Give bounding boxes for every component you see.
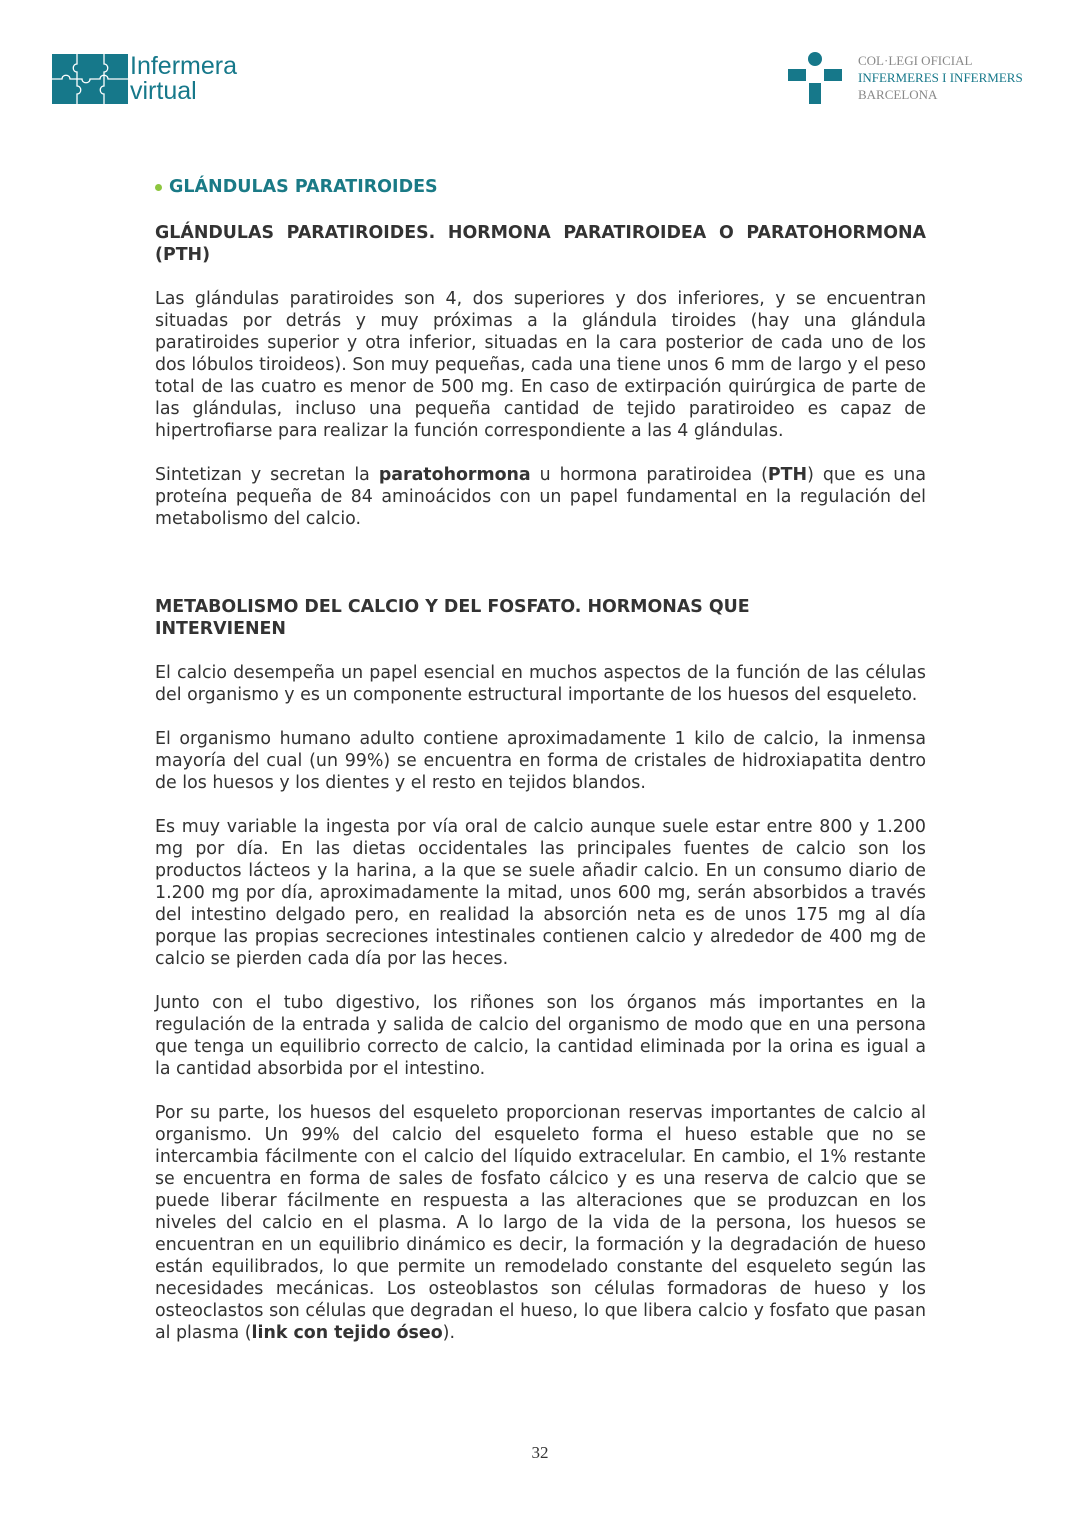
- logo-line-2: virtual: [130, 77, 197, 105]
- col-legi-logo: [788, 52, 1023, 104]
- document-body: [155, 176, 926, 1366]
- paragraph: Sintetizan y secretan la paratohormona u hormona paratiroidea (PTH) que es una proteína pequeña de 84 aminoácidos con un papel fundamental en la regulación del metabolismo del calcio.: [155, 465, 926, 529]
- paragraph: Junto con el tubo digestivo, los riñones son los órganos más importantes en la regulación de la entrada y salida de calcio del organismo de modo que en una persona que tenga un equilibrio correcto de calcio, la cantidad eliminada por la orina es igual a la cantidad absorbida por el intestino.: [155, 993, 926, 1079]
- paragraph: Por su parte, los huesos del esqueleto proporcionan reservas importantes de calcio al organismo. Un 99% del calcio del esqueleto forma el hueso estable que no se intercambia fácilmente con el calcio del líquido extracelular. En cambio, el 1% restante se encuentra en forma de sales de fosfato cálcico y es una reserva de calcio que se puede liberar fácilmente en respuesta a las alteraciones que se produzcan en los niveles del calcio en el plasma. A lo largo de la vida de la persona, los huesos se encuentran en un equilibrio dinámico es decir, la formación y la degradación de hueso están equilibrados, lo que permite un remodelado constante del esqueleto según las necesidades mecánicas. Los osteoblastos son células formadoras de hueso y los osteoclastos son células que degradan el hueso, lo que libera calcio y fosfato que pasan al plasma (link con tejido óseo).: [155, 1103, 926, 1343]
- page-number: 32: [531, 1443, 549, 1462]
- puzzle-icon: [52, 54, 128, 104]
- cross-icon: [788, 52, 844, 104]
- logo-line-2: INFERMERES I INFERMERS: [858, 70, 1023, 85]
- link-tejido-oseo[interactable]: link con tejido óseo: [251, 1323, 443, 1343]
- heading-pth: GLÁNDULAS PARATIROIDES. HORMONA PARATIROIDEA O PARATOHORMONA (PTH): [155, 223, 926, 265]
- logo-line-1: Infermera: [130, 52, 237, 80]
- paragraph: El organismo humano adulto contiene aproximadamente 1 kilo de calcio, la inmensa mayoría del cual (un 99%) se encuentra en forma de cristales de hidroxiapatita dentro de los huesos y los dientes y el resto en tejidos blandos.: [155, 729, 926, 793]
- logo-line-3: BARCELONA: [858, 87, 938, 102]
- paragraph: El calcio desempeña un papel esencial en muchos aspectos de la función de las células del organismo y es un componente estructural importante de los huesos del esqueleto.: [155, 663, 926, 705]
- paragraph: Es muy variable la ingesta por vía oral de calcio aunque suele estar entre 800 y 1.200 mg por día. En las dietas occidentales las principales fuentes de calcio son los productos lácteos y la harina, a la que se suele añadir calcio. En un consumo diario de 1.200 mg por día, aproximadamente la mitad, unos 600 mg, serán absorbidos a través del intestino delgado pero, en realidad la absorción neta es de unos 175 mg al día porque las propias secreciones intestinales contienen calcio y alrededor de 400 mg de calcio se pierden cada día por las heces.: [155, 817, 926, 969]
- logo-line-1: COL·LEGI OFICIAL: [858, 53, 973, 68]
- infermera-virtual-logo: [52, 54, 237, 104]
- heading-metabolismo: METABOLISMO DEL CALCIO Y DEL FOSFATO. HORMONAS QUE INTERVIENEN: [155, 597, 750, 639]
- bullet-icon: [155, 184, 162, 191]
- section-title: GLÁNDULAS PARATIROIDES: [155, 176, 926, 198]
- paragraph: Las glándulas paratiroides son 4, dos superiores y dos inferiores, y se encuentran situadas por detrás y muy próximas a la glándula tiroides (hay una glándula paratiroides superior y otra inferior, situadas en la cara posterior de cada uno de los dos lóbulos tiroideos). Son muy pequeñas, cada una tiene unos 6 mm de largo y el peso total de las cuatro es menor de 500 mg. En caso de extirpación quirúrgica de parte de las glándulas, incluso una pequeña cantidad de tejido paratiroideo es capaz de hipertrofiarse para realizar la función correspondiente a las 4 glándulas.: [155, 289, 926, 441]
